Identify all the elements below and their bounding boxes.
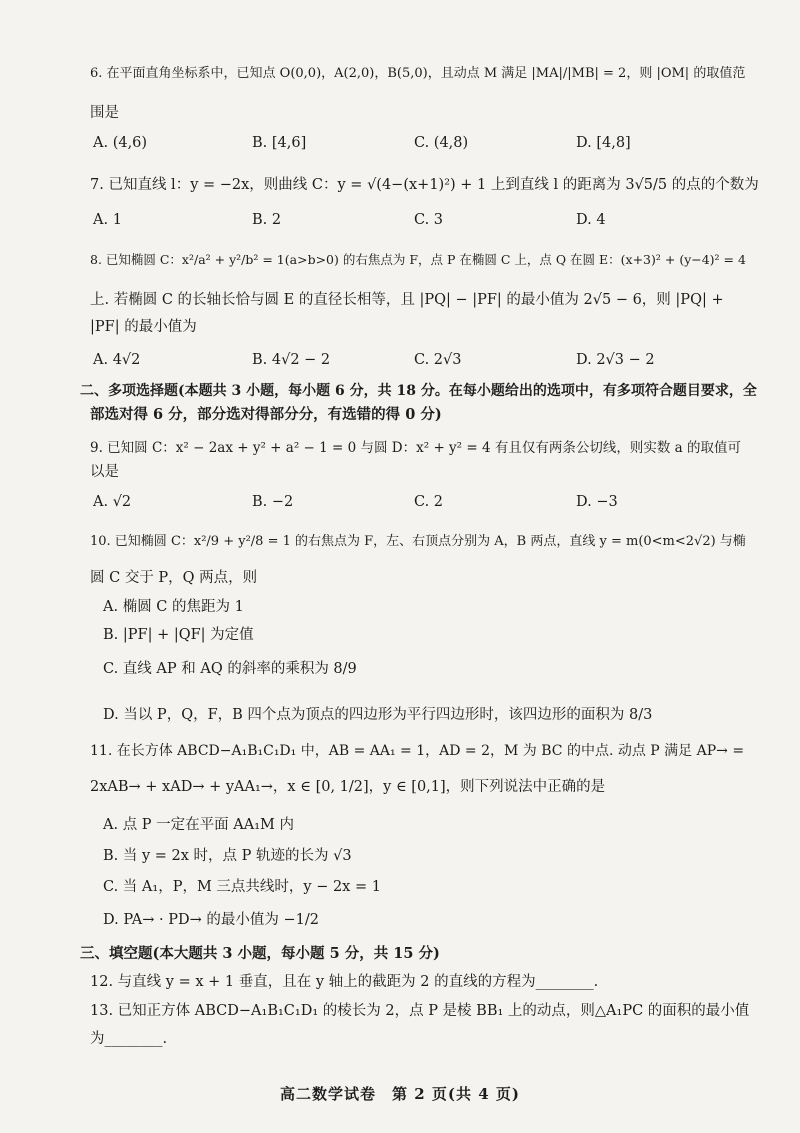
section3-heading: 三、填空题(本大题共 3 小题，每小题 5 分，共 15 分) xyxy=(80,945,440,962)
q9-stem-line1: 9. 已知圆 C：x² − 2ax + y² + a² − 1 = 0 与圆 D：x² + y² = 4 有且仅有两条公切线，则实数 a 的取值可 xyxy=(90,440,741,456)
q11-option-b: B. 当 y = 2x 时，点 P 轨迹的长为 √3 xyxy=(103,848,352,864)
q8-stem-line2: 上. 若椭圆 C 的长轴长恰与圆 E 的直径长相等，且 |PQ| − |PF| 的最小值为 2√5 − 6，则 |PQ| + xyxy=(90,292,724,308)
section2-heading-line2: 部选对得 6 分，部分选对得部分分，有选错的得 0 分) xyxy=(90,406,442,423)
q10-option-a: A. 椭圆 C 的焦距为 1 xyxy=(103,599,244,615)
q11-option-d: D. PA→ · PD→ 的最小值为 −1/2 xyxy=(103,912,319,928)
q6-stem-line1: 6. 在平面直角坐标系中，已知点 O(0,0)，A(2,0)，B(5,0)，且动点 M 满足 |MA|/|MB| = 2，则 |OM| 的取值范 xyxy=(90,66,746,81)
q10-option-b: B. |PF| + |QF| 为定值 xyxy=(103,627,254,643)
q6-option-a: A. (4,6) xyxy=(93,135,148,151)
q8-option-a: A. 4√2 xyxy=(93,352,141,368)
q11-option-c: C. 当 A₁，P，M 三点共线时，y − 2x = 1 xyxy=(103,879,381,895)
q11-option-a: A. 点 P 一定在平面 AA₁M 内 xyxy=(103,817,294,833)
q11-stem-line2: 2xAB→ + xAD→ + yAA₁→，x ∈ [0, 1/2]，y ∈ [0,1]，则下列说法中正确的是 xyxy=(90,779,606,795)
q9-option-b: B. −2 xyxy=(252,494,294,510)
q13-stem-line2: 为________. xyxy=(90,1031,168,1047)
q10-stem-line1: 10. 已知椭圆 C：x²/9 + y²/8 = 1 的右焦点为 F，左、右顶点分别为 A，B 两点，直线 y = m(0<m<2√2) 与椭 xyxy=(90,534,746,549)
q11-stem-line1: 11. 在长方体 ABCD−A₁B₁C₁D₁ 中，AB = AA₁ = 1，AD = 2，M 为 BC 的中点. 动点 P 满足 AP→ = xyxy=(90,743,745,759)
q8-option-d: D. 2√3 − 2 xyxy=(576,352,655,368)
q9-stem-line2: 以是 xyxy=(90,464,119,480)
q6-stem-line2: 围是 xyxy=(90,105,119,121)
section2-heading-line1: 二、多项选择题(本题共 3 小题，每小题 6 分，共 18 分。在每小题给出的选项中，有多项符合题目要求，全 xyxy=(80,383,757,399)
q8-option-c: C. 2√3 xyxy=(414,352,462,368)
q8-stem-line3: |PF| 的最小值为 xyxy=(90,319,197,335)
q9-option-c: C. 2 xyxy=(414,494,444,510)
q7-option-d: D. 4 xyxy=(576,212,606,228)
q9-option-a: A. √2 xyxy=(93,494,132,510)
q7-option-c: C. 3 xyxy=(414,212,444,228)
q10-option-c: C. 直线 AP 和 AQ 的斜率的乘积为 8/9 xyxy=(103,661,357,677)
q10-option-d: D. 当以 P，Q，F，B 四个点为顶点的四边形为平行四边形时，该四边形的面积为 8/3 xyxy=(103,707,653,723)
q6-option-d: D. [4,8] xyxy=(576,135,631,151)
q8-stem-line1: 8. 已知椭圆 C：x²/a² + y²/b² = 1(a>b>0) 的右焦点为 F，点 P 在椭圆 C 上，点 Q 在圆 E：(x+3)² + (y−4)² = 4 xyxy=(90,252,746,267)
q7-option-b: B. 2 xyxy=(252,212,282,228)
page-footer: 高二数学试卷 第 2 页(共 4 页) xyxy=(280,1085,520,1103)
q10-stem-line2: 圆 C 交于 P，Q 两点，则 xyxy=(90,570,258,586)
q7-option-a: A. 1 xyxy=(93,212,122,228)
q9-option-d: D. −3 xyxy=(576,494,618,510)
q12-stem: 12. 与直线 y = x + 1 垂直，且在 y 轴上的截距为 2 的直线的方程为________. xyxy=(90,974,599,990)
q6-option-c: C. (4,8) xyxy=(414,135,469,151)
q13-stem-line1: 13. 已知正方体 ABCD−A₁B₁C₁D₁ 的棱长为 2，点 P 是棱 BB₁ 上的动点，则△A₁PC 的面积的最小值 xyxy=(90,1003,750,1019)
q8-option-b: B. 4√2 − 2 xyxy=(252,352,331,368)
q7-stem-line1: 7. 已知直线 l：y = −2x，则曲线 C：y = √(4−(x+1)²) + 1 上到直线 l 的距离为 3√5/5 的点的个数为 xyxy=(90,177,759,193)
q6-option-b: B. [4,6] xyxy=(252,135,307,151)
